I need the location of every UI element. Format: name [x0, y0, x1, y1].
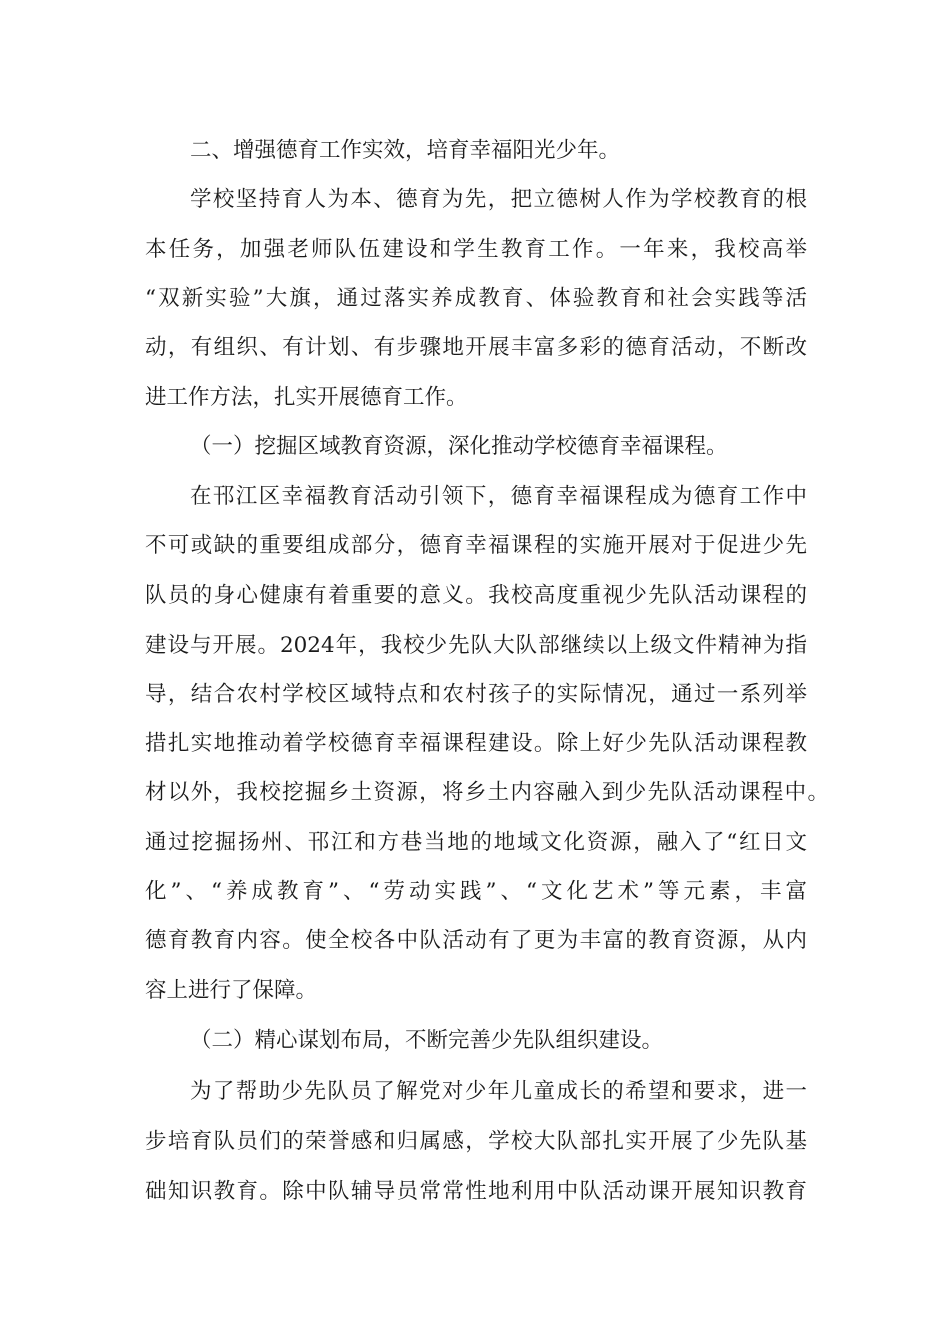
paragraph-line: 化”、“养成教育”、“劳动实践”、“文化艺术”等元素，丰富: [145, 879, 807, 904]
paragraph-line: “双新实验”大旗，通过落实养成教育、体验教育和社会实践等活: [145, 286, 807, 311]
paragraph-line: 动，有组织、有计划、有步骤地开展丰富多彩的德育活动，不断改: [145, 335, 807, 360]
subheading-text: （二）精心谋划布局，不断完善少先队组织建设。: [190, 1028, 664, 1053]
paragraph-line: 德育教育内容。使全校各中队活动有了更为丰富的教育资源，从内: [145, 928, 807, 953]
subheading: [0, 1021, 950, 1061]
paragraph-line: 建设与开展。2024年，我校少先队大队部继续以上级文件精神为指: [145, 633, 807, 658]
paragraph-line: 学校坚持育人为本、德育为先，把立德树人作为学校教育的根: [190, 187, 807, 212]
paragraph-line: 不可或缺的重要组成部分，德育幸福课程的实施开展对于促进少先: [145, 533, 807, 558]
section-heading-text: 二、增强德育工作实效，培育幸福阳光少年。: [190, 138, 621, 163]
paragraph-line: 进工作方法，扎实开展德育工作。: [145, 385, 468, 410]
paragraph-line: 础知识教育。除中队辅导员常常性地利用中队活动课开展知识教育: [145, 1179, 807, 1204]
paragraph-line: 在邗江区幸福教育活动引领下，德育幸福课程成为德育工作中: [190, 484, 807, 509]
subheading: [0, 427, 950, 467]
paragraph-line: 通过挖掘扬州、邗江和方巷当地的地域文化资源，融入了“红日文: [145, 830, 807, 855]
paragraph-line: 本任务，加强老师队伍建设和学生教育工作。一年来，我校高举: [145, 237, 807, 262]
paragraph-line: 导，结合农村学校区域特点和农村孩子的实际情况，通过一系列举: [145, 682, 807, 707]
paragraph-line: 容上进行了保障。: [145, 978, 318, 1003]
paragraph-line: 步培育队员们的荣誉感和归属感，学校大队部扎实开展了少先队基: [145, 1129, 807, 1154]
paragraph-line: 措扎实地推动着学校德育幸福课程建设。除上好少先队活动课程教: [145, 731, 807, 756]
subheading-text: （一）挖掘区域教育资源，深化推动学校德育幸福课程。: [190, 434, 728, 459]
paragraph-line: 队员的身心健康有着重要的意义。我校高度重视少先队活动课程的: [145, 583, 807, 608]
paragraph-line: 为了帮助少先队员了解党对少年儿童成长的希望和要求，进一: [190, 1079, 807, 1104]
section-heading: [0, 131, 950, 171]
paragraph-line: 材以外，我校挖掘乡土资源，将乡土内容融入到少先队活动课程中。: [145, 780, 829, 805]
